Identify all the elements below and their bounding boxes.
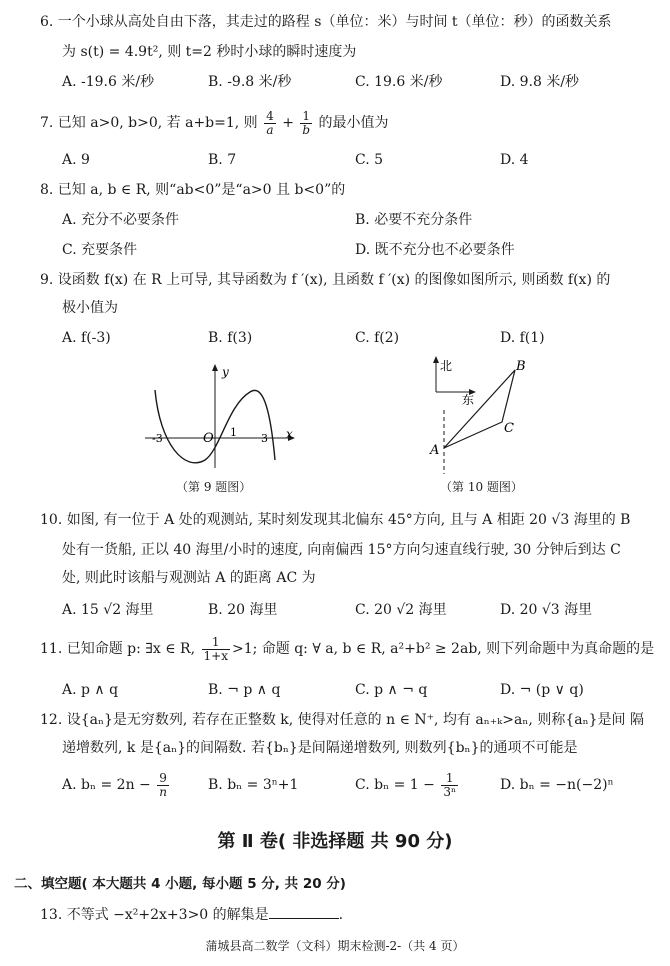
q11-frac-den: 1+x xyxy=(203,648,228,663)
q6-option-b: B. -9.8 米/秒 xyxy=(208,74,292,90)
q12-option-a-den: n xyxy=(159,784,167,799)
q13-prefix: 13. 不等式 −x²+2x+3>0 的解集是 xyxy=(40,907,269,923)
q7-frac1-num: 4 xyxy=(266,108,274,123)
tick-label-1: 1 xyxy=(230,426,237,439)
q12-line1: 12. 设{aₙ}是无穷数列, 若存在正整数 k, 使得对任意的 n ∈ N⁺, 均有 aₙ₊ₖ>aₙ, 则称{aₙ}是间 隔 xyxy=(40,712,644,728)
triangle-abc xyxy=(444,370,515,448)
q12-option-a-prefix: A. bₙ = 2n − xyxy=(62,777,151,793)
q9-derivative-graph xyxy=(140,360,300,472)
q7-frac2-num: 1 xyxy=(300,110,312,124)
q8-line1: 8. 已知 a, b ∈ R, 则“ab<0”是“a>0 且 b<0”的 xyxy=(40,182,346,198)
q11-option-a: A. p ∧ q xyxy=(62,682,119,698)
point-a-label: A xyxy=(430,443,440,458)
q10-option-d: D. 20 √3 海里 xyxy=(500,602,593,618)
q12-option-c-num: 1 xyxy=(441,772,458,786)
page-footer: 蒲城县高二数学（文科）期末检测-2-（共 4 页） xyxy=(205,939,465,953)
q13-suffix: . xyxy=(338,907,344,923)
q12-option-a-num: 9 xyxy=(157,772,169,786)
q10-line1: 10. 如图, 有一位于 A 处的观测站, 某时刻发现其北偏东 45°方向, 且与 A 相距 20 √3 海里的 B xyxy=(40,512,631,528)
north-label: 北 xyxy=(440,359,453,373)
y-axis-arrow xyxy=(212,364,218,371)
q9-option-a: A. f(-3) xyxy=(62,330,111,346)
q7-option-d: D. 4 xyxy=(500,152,529,168)
q7-fraction-1 xyxy=(264,110,276,137)
q10-line2: 处有一货船, 正以 40 海里/小时的速度, 向南偏西 15°方向匀速直线行驶, 30 分钟后到达 C xyxy=(62,542,621,558)
q6-line2: 为 s(t) = 4.9t², 则 t=2 秒时小球的瞬时速度为 xyxy=(62,44,357,60)
point-c-label: C xyxy=(504,421,514,436)
y-axis-label: y xyxy=(222,365,229,379)
q9-option-d: D. f(1) xyxy=(500,330,545,346)
q11-option-b: B. ¬ p ∧ q xyxy=(208,682,281,698)
q6-option-a: A. -19.6 米/秒 xyxy=(62,74,155,90)
q6-option-d: D. 9.8 米/秒 xyxy=(500,74,580,90)
q7-prefix: 7. 已知 a>0, b>0, 若 a+b=1, 则 xyxy=(40,115,258,131)
q10-line3: 处, 则此时该船与观测站 A 的距离 AC 为 xyxy=(62,570,316,586)
q7-frac1-den: a xyxy=(266,122,274,137)
q10-option-b: B. 20 海里 xyxy=(208,602,278,618)
q12-line2: 递增数列, k 是{aₙ}的间隔数. 若{bₙ}是间隔递增数列, 则数列{bₙ}的通项不可能是 xyxy=(62,740,578,756)
q11-stem xyxy=(40,632,654,666)
tick-label-3: 3 xyxy=(261,432,268,445)
q8-option-b: B. 必要不充分条件 xyxy=(355,212,473,228)
q8-option-a: A. 充分不必要条件 xyxy=(62,212,180,228)
q9-line2: 极小值为 xyxy=(62,300,118,316)
section-2-title: 第 Ⅱ 卷( 非选择题 共 90 分) xyxy=(217,831,453,852)
origin-label: O xyxy=(203,431,214,446)
q10-figure-caption: （第 10 题图） xyxy=(440,480,523,494)
q9-option-b: B. f(3) xyxy=(208,330,253,346)
east-label: 东 xyxy=(462,393,475,407)
q7-suffix: 的最小值为 xyxy=(318,115,389,131)
q7-option-b: B. 7 xyxy=(208,152,237,168)
q7-stem xyxy=(40,106,389,140)
q11-prefix: 11. 已知命题 p: ∃x ∈ R, xyxy=(40,641,196,657)
q9-option-c: C. f(2) xyxy=(355,330,400,346)
q12-option-a xyxy=(62,768,171,802)
q12-option-c-prefix: C. bₙ = 1 − xyxy=(355,777,435,793)
q13-stem xyxy=(40,904,343,925)
q7-frac2-den: b xyxy=(302,122,311,137)
q11-fraction xyxy=(202,636,230,663)
q12-option-c-fraction xyxy=(441,772,458,799)
tick-label-neg3: -3 xyxy=(152,432,163,445)
q9-figure-caption: （第 9 题图） xyxy=(176,480,252,494)
q11-option-d: D. ¬ (p ∨ q) xyxy=(500,682,584,698)
q7-option-c: C. 5 xyxy=(355,152,384,168)
q12-option-d: D. bₙ = −n(−2)ⁿ xyxy=(500,777,614,793)
q10-option-a: A. 15 √2 海里 xyxy=(62,602,154,618)
q9-line1: 9. 设函数 f(x) 在 R 上可导, 其导函数为 f ′(x), 且函数 f ′(x) 的图像如图所示, 则函数 f(x) 的 xyxy=(40,272,611,288)
q8-option-d: D. 既不充分也不必要条件 xyxy=(355,242,515,258)
q12-option-c xyxy=(355,768,460,802)
q13-answer-blank xyxy=(269,904,339,919)
q7-plus: + xyxy=(282,115,294,131)
q8-option-c: C. 充要条件 xyxy=(62,242,138,258)
q11-suffix: >1; 命题 q: ∀ a, b ∈ R, a²+b² ≥ 2ab, 则下列命题中为真命题的是 xyxy=(231,641,655,657)
q7-fraction-2 xyxy=(300,110,312,137)
q6-option-c: C. 19.6 米/秒 xyxy=(355,74,443,90)
q6-line1: 6. 一个小球从高处自由下落，其走过的路程 s（单位：米）与时间 t（单位：秒）的函数关系 xyxy=(40,14,612,30)
q7-option-a: A. 9 xyxy=(62,152,90,168)
q12-option-b: B. bₙ = 3ⁿ+1 xyxy=(208,777,299,793)
q11-frac-num: 1 xyxy=(202,636,230,650)
q12-option-c-den: 3ⁿ xyxy=(443,784,457,799)
part-2-heading: 二、填空题( 本大题共 4 小题, 每小题 5 分, 共 20 分) xyxy=(14,876,346,892)
q11-option-c: C. p ∧ ¬ q xyxy=(355,682,428,698)
q10-navigation-diagram xyxy=(420,352,550,474)
x-axis-label: x xyxy=(286,427,293,441)
north-arrowhead xyxy=(433,356,439,363)
q12-option-a-fraction xyxy=(157,772,169,799)
point-b-label: B xyxy=(516,359,526,374)
q10-option-c: C. 20 √2 海里 xyxy=(355,602,447,618)
